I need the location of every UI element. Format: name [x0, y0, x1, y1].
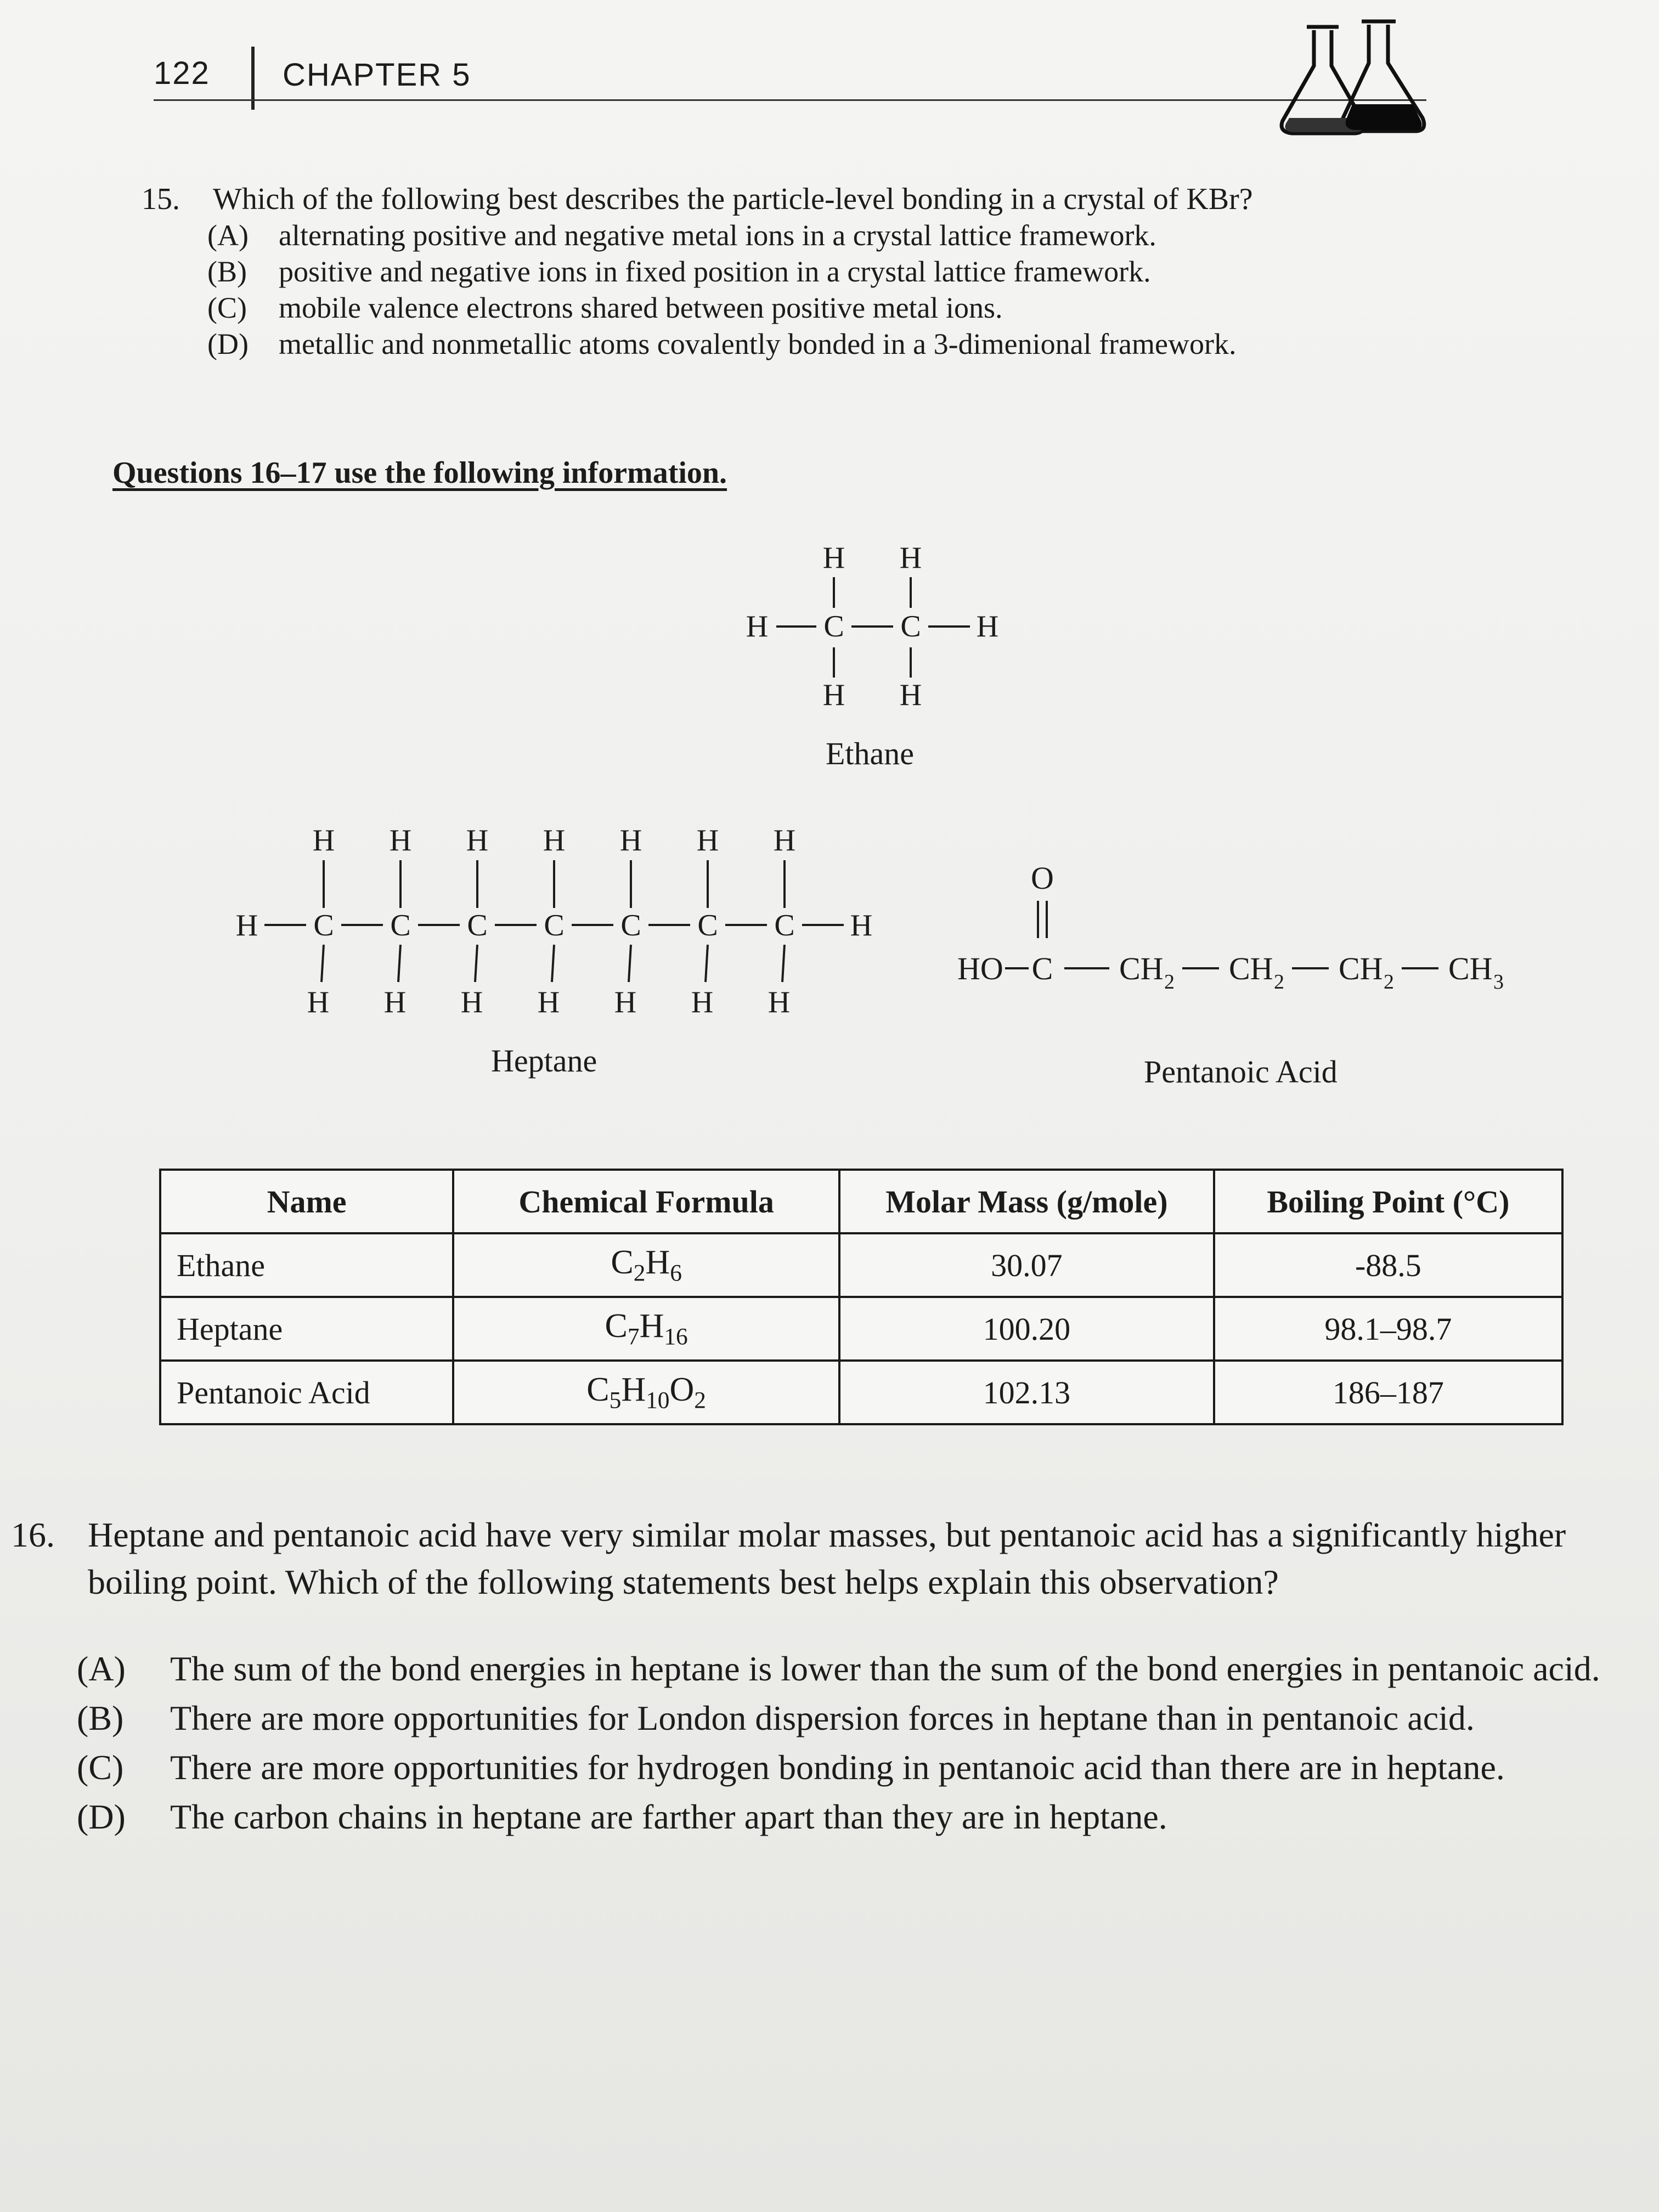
- choice-letter: (A): [77, 1649, 126, 1688]
- atom-label: H: [696, 823, 719, 857]
- column-header: Chemical Formula: [453, 1170, 839, 1233]
- choice-letter: (C): [207, 291, 247, 324]
- boiling-point: 98.1–98.7: [1214, 1297, 1562, 1361]
- atom-label: C: [620, 909, 641, 943]
- chapter-title: CHAPTER 5: [283, 57, 471, 93]
- atom-label: C: [1031, 951, 1053, 986]
- choice-text: There are more opportunities for hydrogen bonding in pentanoic acid than there are in heptane.: [170, 1748, 1505, 1787]
- compound-name: Ethane: [160, 1233, 453, 1297]
- answer-choice-d[interactable]: [142, 326, 1253, 362]
- boiling-point: -88.5: [1214, 1233, 1562, 1297]
- table-row: [160, 1297, 1562, 1361]
- atom-label: H: [460, 985, 483, 1019]
- ethane-label: Ethane: [826, 736, 915, 771]
- choice-text: There are more opportunities for London dispersion forces in heptane than in pentanoic acid.: [170, 1699, 1475, 1737]
- atom-label: H: [822, 541, 845, 575]
- answer-choice-c[interactable]: [142, 290, 1253, 326]
- molar-mass: 30.07: [839, 1233, 1214, 1297]
- answer-choice-b[interactable]: [11, 1694, 1651, 1743]
- atom-label: H: [537, 985, 560, 1019]
- atom-label: C: [390, 909, 411, 943]
- atom-label: C: [900, 610, 921, 644]
- chemical-formula: $C_2H_6$: [453, 1233, 839, 1297]
- atom-label: H: [543, 823, 566, 857]
- choice-text: metallic and nonmetallic atoms covalently bonded in a 3-dimenional framework.: [279, 328, 1237, 360]
- pentanoic-acid-structure: [955, 856, 1591, 998]
- atom-label: C: [544, 909, 565, 943]
- table-row: [160, 1361, 1562, 1424]
- choice-letter: (B): [77, 1699, 124, 1737]
- page-number: 122: [154, 55, 210, 91]
- compound-name: Heptane: [160, 1297, 453, 1361]
- subscript: 3: [1493, 970, 1504, 994]
- choice-letter: (D): [207, 328, 249, 360]
- answer-choice-a[interactable]: [142, 217, 1253, 253]
- atom-label: H: [619, 823, 642, 857]
- atom-label: H: [899, 541, 922, 575]
- atom-label: H: [773, 823, 796, 857]
- compound-name: Pentanoic Acid: [160, 1361, 453, 1424]
- question-number: 15.: [142, 182, 180, 216]
- answer-choice-a[interactable]: [11, 1644, 1651, 1694]
- atom-label: C: [697, 909, 718, 943]
- atom-label: O: [1031, 860, 1054, 896]
- atom-label: H: [312, 823, 335, 857]
- compound-data-table: [159, 1169, 1564, 1425]
- atom-label: H: [976, 610, 999, 644]
- section-heading: Questions 16–17 use the following information.: [112, 456, 727, 490]
- atom-label: H: [614, 985, 637, 1019]
- question-number: 16.: [11, 1515, 55, 1554]
- atom-label: H: [466, 823, 489, 857]
- choice-text: The sum of the bond energies in heptane is lower than the sum of the bond energies in pentanoic acid.: [170, 1649, 1600, 1688]
- choice-text: positive and negative ions in fixed position in a crystal lattice framework.: [279, 255, 1151, 288]
- atom-label: H: [383, 985, 407, 1019]
- column-header: Molar Mass (g/mole): [839, 1170, 1214, 1233]
- answer-choice-b[interactable]: [142, 253, 1253, 290]
- atom-label: C: [774, 909, 795, 943]
- chemical-formula: $C_7H_{16}$: [453, 1297, 839, 1361]
- choice-letter: (C): [77, 1748, 124, 1787]
- choice-text: alternating positive and negative metal ions in a crystal lattice framework.: [279, 219, 1156, 252]
- atom-label: H: [899, 678, 922, 712]
- atom-label: H: [235, 909, 258, 943]
- group-label: CH: [1229, 951, 1273, 986]
- atom-label: C: [823, 610, 844, 644]
- group-label: CH: [1448, 951, 1493, 986]
- column-header: Boiling Point (°C): [1214, 1170, 1562, 1233]
- group-label: CH: [1119, 951, 1164, 986]
- atom-label: C: [467, 909, 488, 943]
- heptane-label: Heptane: [491, 1043, 597, 1079]
- answer-choice-c[interactable]: [11, 1743, 1651, 1792]
- pentanoic-acid-label: Pentanoic Acid: [1144, 1054, 1338, 1090]
- atom-label: H: [746, 610, 769, 644]
- choice-text: mobile valence electrons shared between positive metal ions.: [279, 291, 1003, 324]
- table-header-row: [160, 1170, 1562, 1233]
- ethane-structure: [724, 538, 1031, 735]
- group-label: CH: [1339, 951, 1383, 986]
- atom-label: H: [850, 909, 873, 943]
- subscript: 2: [1384, 970, 1394, 994]
- header-rule: [154, 99, 1426, 101]
- group-label: HO: [957, 951, 1003, 986]
- question-16: [11, 1511, 1651, 1842]
- table-row: [160, 1233, 1562, 1297]
- atom-label: H: [691, 985, 714, 1019]
- answer-choice-d[interactable]: [11, 1792, 1651, 1842]
- choice-letter: (D): [77, 1797, 126, 1836]
- atom-label: H: [389, 823, 412, 857]
- question-stem: Heptane and pentanoic acid have very similar molar masses, but pentanoic acid has a significantly higher boiling point. Which of the following statements best helps explain this observation?: [88, 1515, 1566, 1601]
- atom-label: H: [307, 985, 330, 1019]
- molar-mass: 100.20: [839, 1297, 1214, 1361]
- heptane-structure: [219, 817, 900, 1037]
- chemical-formula: $C_5H_{10}O_2$: [453, 1361, 839, 1424]
- atom-label: H: [768, 985, 791, 1019]
- column-header: Name: [160, 1170, 453, 1233]
- boiling-point: 186–187: [1214, 1361, 1562, 1424]
- subscript: 2: [1164, 970, 1175, 994]
- choice-letter: (B): [207, 255, 247, 288]
- choice-letter: (A): [207, 219, 249, 252]
- page-header: [154, 47, 1580, 134]
- flask-icon: [1273, 8, 1432, 145]
- atom-label: C: [313, 909, 334, 943]
- atom-label: H: [822, 678, 845, 712]
- molar-mass: 102.13: [839, 1361, 1214, 1424]
- question-15: [142, 181, 1253, 362]
- subscript: 2: [1274, 970, 1284, 994]
- choice-text: The carbon chains in heptane are farther apart than they are in heptane.: [170, 1797, 1167, 1836]
- question-stem: Which of the following best describes the particle-level bonding in a crystal of KBr?: [213, 182, 1253, 216]
